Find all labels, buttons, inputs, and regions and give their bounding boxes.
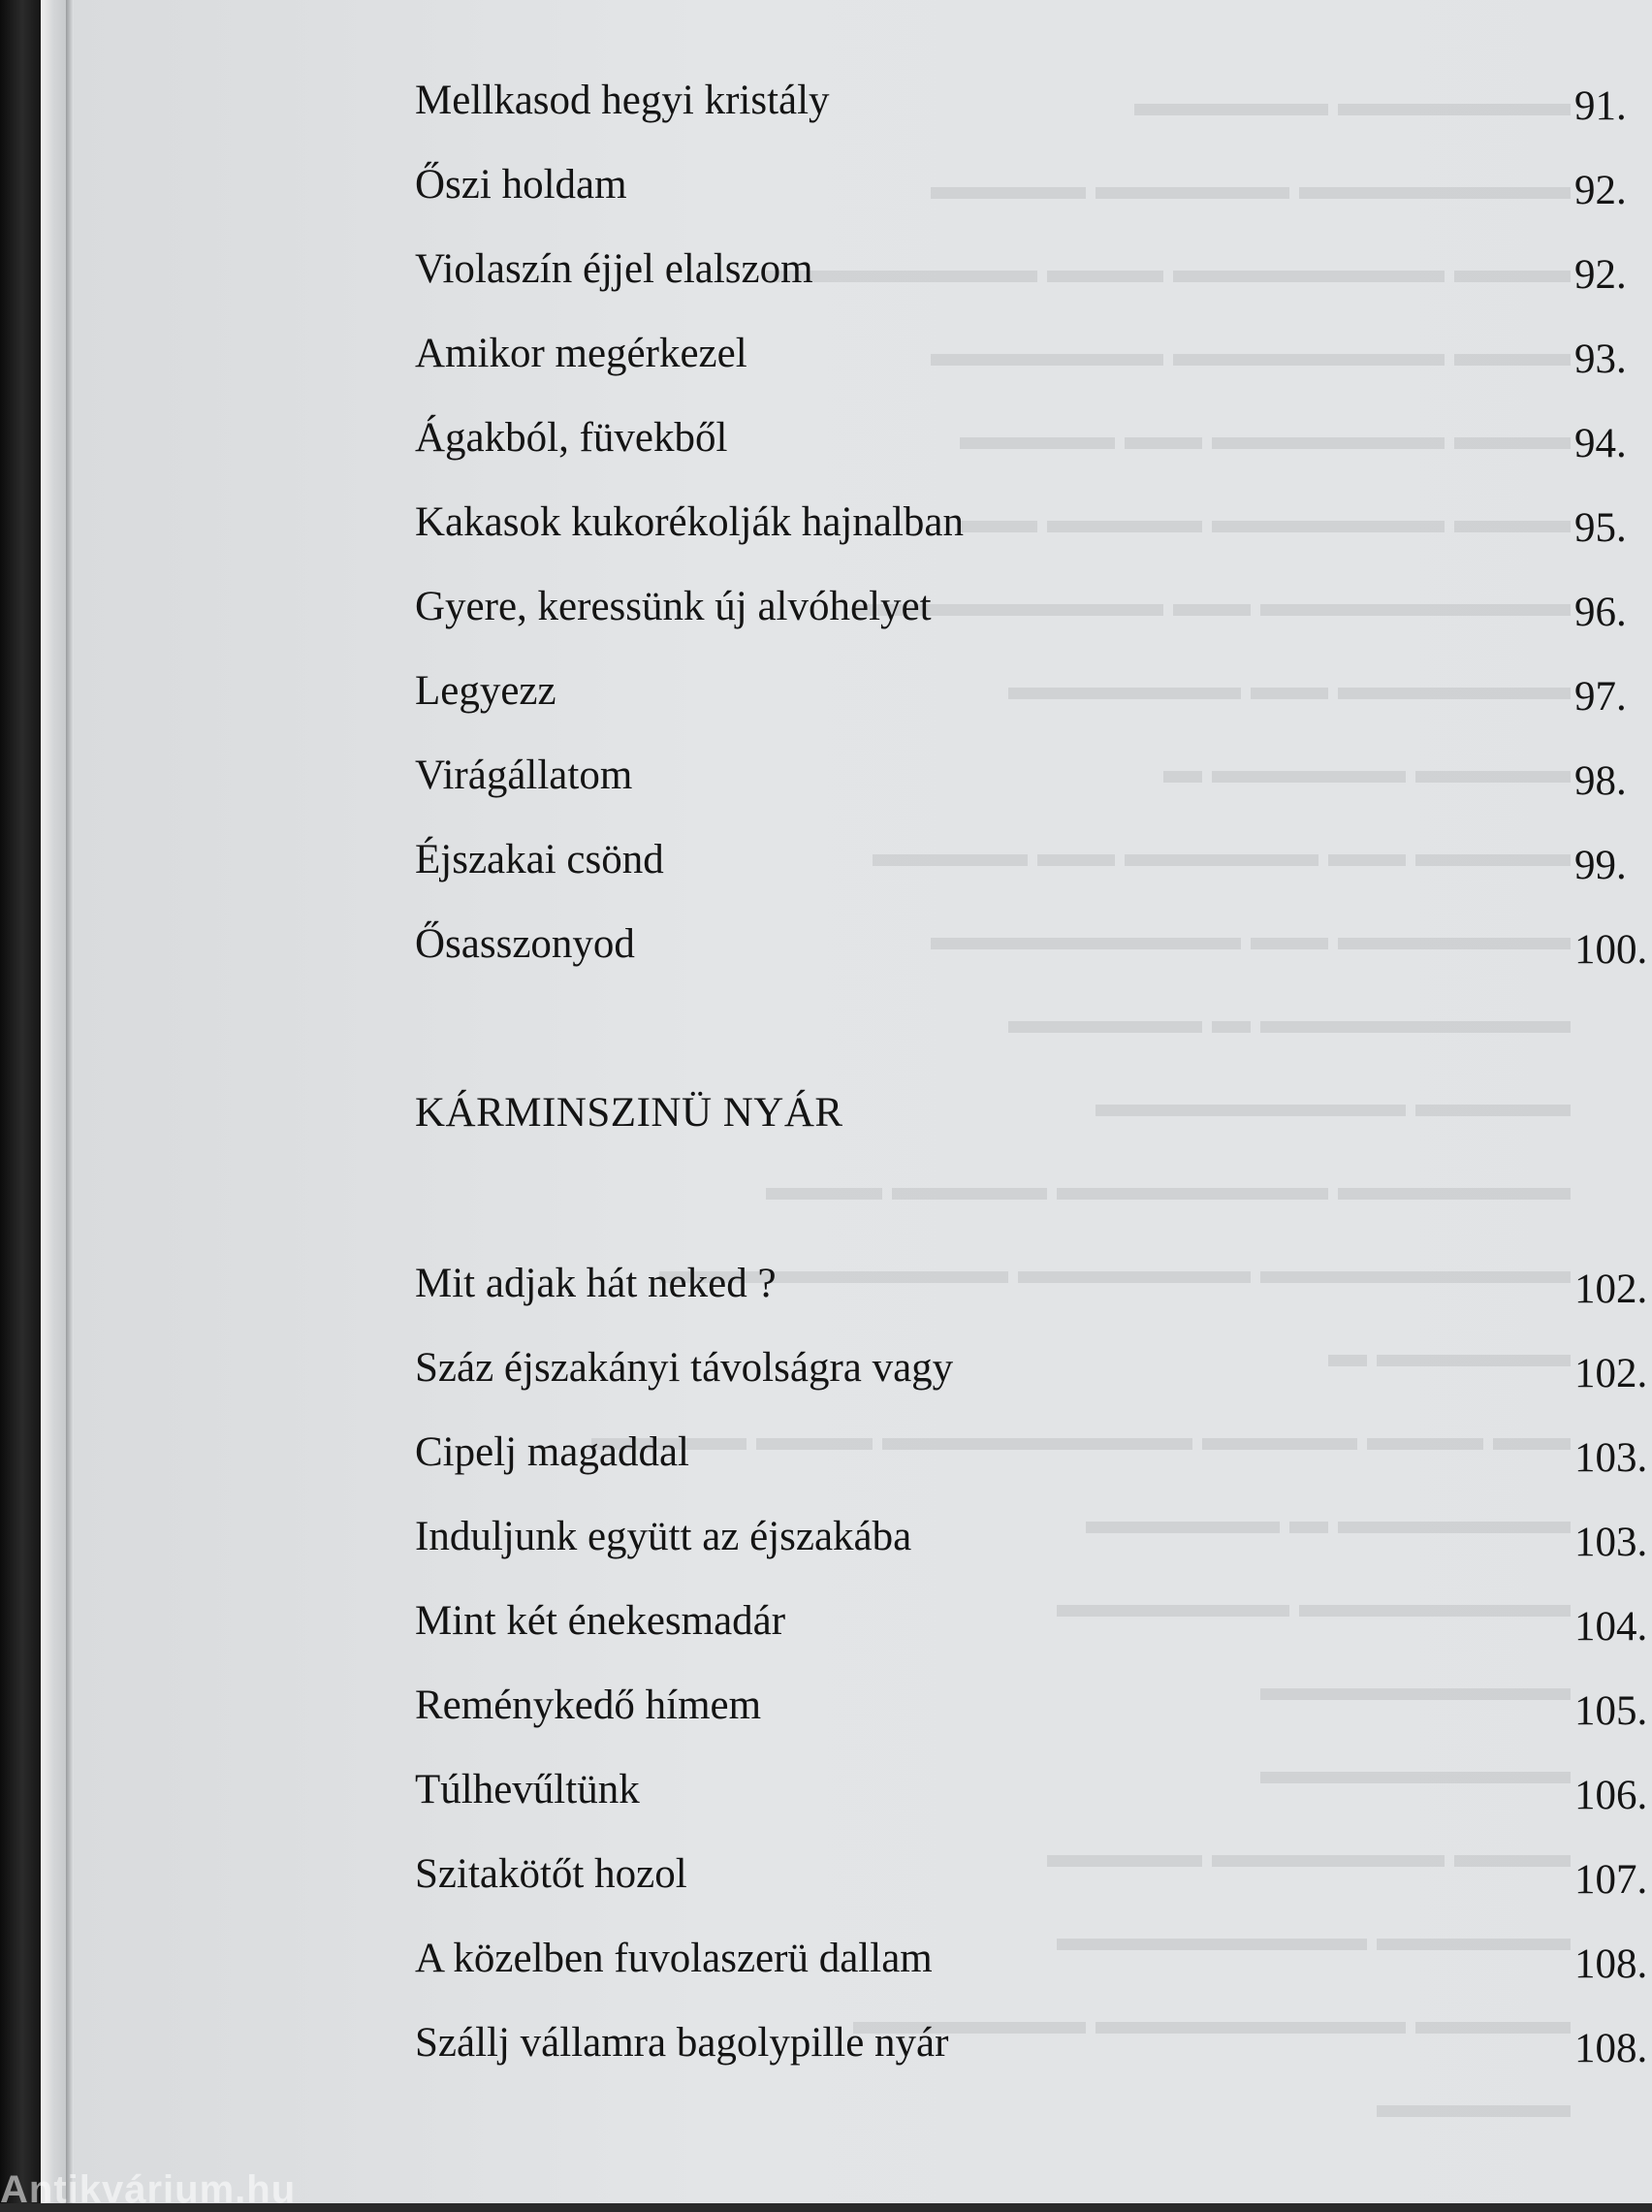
toc-entry-title: Száz éjszakányi távolságra vagy: [415, 1345, 954, 1391]
toc-entry: [341, 1424, 1652, 1482]
toc-entry-title: Éjszakai csönd: [415, 837, 664, 882]
bleed-through-line: ▬▬▬▬▬▬▬ ▬▬▬▬▬▬: [1057, 1582, 1571, 1625]
toc-entry: [341, 1930, 1652, 1988]
toc-entry-page: 91.: [1574, 83, 1627, 129]
toc-entry: [341, 1508, 1652, 1566]
watermark: Antikvárium.hu: [0, 2168, 297, 2211]
toc-entry-title: Reménykedő hímem: [415, 1683, 762, 1728]
toc-entry: [341, 1592, 1652, 1651]
bleed-through-line: ▬▬▬ ▬▬▬▬▬▬ ▬▬ ▬▬▬▬: [960, 414, 1571, 458]
toc-entry: [341, 325, 1652, 383]
toc-entry-page: 99.: [1574, 843, 1627, 888]
book-page: [74, 0, 1652, 2203]
page-edge: [66, 0, 74, 2203]
toc-entry-page: 100.: [1574, 927, 1648, 973]
toc-entry-title: Kakasok kukorékolják hajnalban: [415, 499, 964, 545]
toc-entry-page: 108.: [1574, 2026, 1648, 2071]
bleed-through-line: ▬▬▬▬ ▬▬▬▬▬ ▬: [1163, 748, 1571, 791]
bleed-through-line: ▬▬▬ ▬▬▬▬▬▬▬ ▬▬▬ ▬▬▬▬▬▬▬: [766, 247, 1571, 291]
toc-entry: [341, 1761, 1652, 1819]
bleed-through-line: ▬▬▬ ▬▬▬▬▬▬ ▬▬▬▬: [1047, 1832, 1571, 1875]
bleed-through-line: ▬▬▬▬▬▬ ▬▬ ▬▬▬▬▬▬▬▬: [931, 914, 1571, 958]
toc-entry-title: Mint két énekesmadár: [415, 1598, 786, 1644]
toc-entry-title: Szállj vállamra bagolypille nyár: [415, 2020, 949, 2066]
toc-entry-page: 92.: [1574, 168, 1627, 213]
toc-entry-page: 105.: [1574, 1688, 1648, 1734]
bleed-through-line: ▬▬▬▬▬▬ ▬▬ ▬▬▬▬▬▬: [1008, 664, 1571, 708]
toc-entry-page: 102.: [1574, 1266, 1648, 1312]
bleed-through-line: ▬▬▬▬▬: [1377, 2082, 1571, 2126]
bleed-through-line: ▬▬▬▬▬▬ ▬ ▬▬▬▬▬: [1086, 1498, 1571, 1542]
toc-entry-title: Mit adjak hát neked ?: [415, 1261, 777, 1306]
book-spine: [0, 0, 41, 2203]
toc-entry: [341, 409, 1652, 467]
toc-entry: [341, 1339, 1652, 1397]
toc-entry: [341, 915, 1652, 974]
toc-entry-title: Őszi holdam: [415, 162, 627, 208]
toc-entry-page: 104.: [1574, 1604, 1648, 1650]
toc-entry-page: 102.: [1574, 1351, 1648, 1396]
toc-entry-page: 103.: [1574, 1520, 1648, 1565]
toc-entry-page: 98.: [1574, 758, 1627, 804]
toc-entry-title: Mellkasod hegyi kristály: [415, 78, 830, 123]
toc-entry-title: Violaszín éjjel elalszom: [415, 246, 813, 292]
bleed-through-line: ▬▬▬▬▬ ▬: [1328, 1331, 1571, 1375]
bleed-through-line: ▬▬▬▬▬▬▬▬: [1260, 1748, 1571, 1792]
toc-entry: [341, 1677, 1652, 1735]
toc-entry: [341, 72, 1652, 130]
bleed-through-line: ▬▬▬▬▬ ▬▬▬▬▬▬▬▬: [1057, 1915, 1571, 1959]
section-heading: KÁRMINSZINÜ NYÁR: [415, 1090, 843, 1136]
bleed-through-line: ▬▬▬ ▬▬▬▬▬▬ ▬▬▬▬ ▬▬: [960, 497, 1571, 541]
bleed-through-line: ▬▬ ▬▬▬ ▬▬▬▬ ▬▬▬▬▬▬▬▬ ▬▬▬ ▬▬▬▬: [591, 1415, 1571, 1459]
toc-entry: [341, 156, 1652, 214]
toc-entry: [341, 747, 1652, 805]
toc-entry-page: 106.: [1574, 1773, 1648, 1818]
toc-entry-page: 92.: [1574, 252, 1627, 298]
bleed-through-line: ▬▬▬▬▬▬▬▬: [1260, 1665, 1571, 1709]
toc-entry-page: 107.: [1574, 1857, 1648, 1903]
toc-entry-page: 97.: [1574, 674, 1627, 720]
bleed-through-line: ▬▬▬▬▬▬▬ ▬▬▬▬▬ ▬▬▬▬: [931, 164, 1571, 208]
toc-entry: [341, 2014, 1652, 2072]
toc-entry: [341, 831, 1652, 889]
bleed-through-line: ▬▬▬▬ ▬▬ ▬▬▬▬▬ ▬▬ ▬▬▬▬: [873, 831, 1571, 875]
toc-entry: [341, 1255, 1652, 1313]
bleed-through-line: ▬▬▬▬▬▬▬▬ ▬▬ ▬▬▬▬▬▬▬▬: [853, 581, 1571, 625]
toc-entry-title: Ágakból, füvekből: [415, 415, 728, 461]
toc-entry-title: Szitakötőt hozol: [415, 1851, 687, 1897]
toc-entry-title: Induljunk együtt az éjszakába: [415, 1514, 912, 1559]
toc-entry: [341, 662, 1652, 721]
bleed-through-line: ▬▬▬▬ ▬▬▬▬▬▬▬▬: [1096, 1081, 1571, 1125]
toc-entry-title: Amikor megérkezel: [415, 331, 747, 376]
toc-entry-page: 108.: [1574, 1941, 1648, 1987]
toc-entry-page: 103.: [1574, 1435, 1648, 1481]
toc-entry: [341, 578, 1652, 636]
toc-entry-page: 94.: [1574, 421, 1627, 466]
toc-entry: [341, 1845, 1652, 1904]
toc-entry: [341, 240, 1652, 299]
toc-entry-title: Gyere, keressünk új alvóhelyet: [415, 584, 932, 629]
toc-entry-title: Virágállatom: [415, 753, 633, 798]
spine-gutter: [41, 0, 66, 2203]
toc-entry-title: Cipelj magaddal: [415, 1429, 690, 1475]
toc-entry-page: 95.: [1574, 505, 1627, 551]
toc-entry-title: Túlhevűltünk: [415, 1767, 640, 1812]
toc-entry-title: Legyezz: [415, 668, 556, 714]
bleed-through-line: ▬▬▬▬ ▬▬▬▬▬▬▬▬ ▬▬▬▬▬▬: [853, 1999, 1571, 2042]
bleed-through-line: ▬▬▬▬▬▬▬▬ ▬▬▬▬▬▬ ▬▬▬▬▬▬▬▬▬: [659, 1248, 1571, 1292]
toc-entry-title: A közelben fuvolaszerü dallam: [415, 1936, 933, 1981]
bleed-through-line: ▬▬▬▬▬▬▬▬ ▬ ▬▬▬▬▬: [1008, 998, 1571, 1042]
bleed-through-line: ▬▬▬▬▬▬ ▬▬▬▬▬▬▬ ▬▬▬▬ ▬▬▬: [766, 1165, 1571, 1208]
toc-entry-page: 96.: [1574, 590, 1627, 635]
bleed-through-line: ▬▬▬▬▬▬ ▬▬▬▬▬: [1134, 80, 1571, 124]
bleed-through-line: ▬▬▬ ▬▬▬▬▬▬▬ ▬▬▬▬▬▬: [931, 331, 1571, 374]
toc-entry-title: Ősasszonyod: [415, 921, 635, 967]
toc-entry-page: 93.: [1574, 337, 1627, 382]
toc-entry: [341, 494, 1652, 552]
